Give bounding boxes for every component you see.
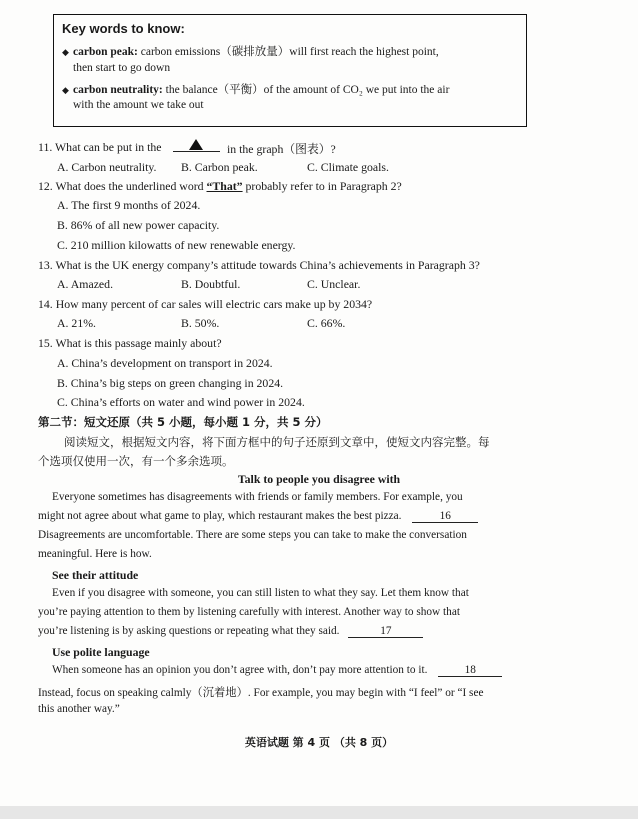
q11-option-c[interactable]: C. Climate goals. [307, 160, 389, 174]
page-footer: 英语试题 第 4 页 （共 8 页） [244, 736, 394, 749]
diamond-bullet-icon: ◆ [62, 85, 69, 95]
keyword-item-carbon-neutrality-cont: with the amount we take out [73, 99, 204, 111]
answer-blank-18[interactable]: 18 [438, 664, 502, 677]
q12-option-c[interactable]: C. 210 million kilowatts of new renewable energy. [57, 238, 296, 252]
paragraph-2-line3: you’re listening is by asking questions or repeating what they said. 17 [38, 625, 423, 638]
keywords-title: Key words to know: [62, 21, 185, 36]
heading-use-polite-language: Use polite language [52, 645, 150, 659]
underlined-word: “That” [206, 179, 243, 193]
q12-option-b[interactable]: B. 86% of all new power capacity. [57, 218, 220, 232]
question-11-stem-end: in the graph（图表）? [227, 142, 336, 156]
q11-option-a[interactable]: A. Carbon neutrality. [57, 160, 157, 174]
passage-title: Talk to people you disagree with [237, 472, 401, 486]
section-2-header: 第二节：短文还原（共 5 小题，每小题 1 分，共 5 分） [38, 415, 328, 429]
bottom-strip [0, 806, 638, 819]
section-2-instructions-line1: 阅读短文，根据短文内容，将下面方框中的句子还原到文章中，使短文内容完整。每 [64, 435, 490, 449]
heading-see-their-attitude: See their attitude [52, 568, 139, 582]
question-15-stem: 15. What is this passage mainly about? [38, 336, 222, 350]
triangle-icon [189, 139, 203, 150]
paragraph-2-line2: you’re paying attention to them by listening carefully with interest. Another way to show that [38, 606, 460, 618]
q15-option-b[interactable]: B. China’s big steps on green changing in 2024. [57, 376, 284, 390]
question-13-stem: 13. What is the UK energy company’s attitude towards China’s achievements in Paragraph 3? [38, 258, 480, 272]
section-2-instructions-line2: 个选项仅使用一次，有一个多余选项。 [38, 454, 234, 468]
answer-blank-16[interactable]: 16 [412, 510, 478, 523]
keyword-item-carbon-neutrality: ◆ carbon neutrality: the balance（平衡）of the amount of CO₂ we put into the air [62, 84, 450, 96]
paragraph-3-line3: this another way.” [38, 703, 120, 715]
keyword-item-carbon-peak: ◆ carbon peak: carbon emissions（碳排放量）will first reach the highest point, [62, 46, 439, 58]
paragraph-1-line4: meaningful. Here is how. [38, 548, 152, 560]
question-12-stem: 12. What does the underlined word “That” probably refer to in Paragraph 2? [38, 179, 402, 193]
paragraph-2-line1: Even if you disagree with someone, you can still listen to what they say. Let them know that [52, 587, 469, 599]
q11-option-b[interactable]: B. Carbon peak. [181, 160, 258, 174]
paragraph-1-line2: might not agree about what game to play, which restaurant makes the best pizza. 16 [38, 510, 478, 523]
paragraph-3-line2: Instead, focus on speaking calmly（沉着地）. For example, you may begin with “I feel” or “I see [38, 687, 484, 699]
diamond-bullet-icon: ◆ [62, 47, 69, 57]
q12-option-a[interactable]: A. The first 9 months of 2024. [57, 198, 201, 212]
paragraph-3-line1: When someone has an opinion you don’t agree with, don’t pay more attention to it. 18 [52, 664, 502, 677]
q14-option-c[interactable]: C. 66%. [307, 316, 346, 330]
q13-option-b[interactable]: B. Doubtful. [181, 277, 241, 291]
triangle-blank [173, 138, 220, 152]
question-14-stem: 14. How many percent of car sales will electric cars make up by 2034? [38, 297, 373, 311]
keyword-item-carbon-peak-cont: then start to go down [73, 62, 171, 74]
q15-option-c[interactable]: C. China’s efforts on water and wind power in 2024. [57, 395, 305, 409]
question-11-stem-start: 11. What can be put in the [38, 140, 162, 154]
q13-option-a[interactable]: A. Amazed. [57, 277, 114, 291]
paragraph-1-line3: Disagreements are uncomfortable. There are some steps you can take to make the conversation [38, 529, 467, 541]
q15-option-a[interactable]: A. China’s development on transport in 2024. [57, 356, 273, 370]
q13-option-c[interactable]: C. Unclear. [307, 277, 361, 291]
answer-blank-17[interactable]: 17 [348, 625, 423, 638]
q14-option-a[interactable]: A. 21%. [57, 316, 96, 330]
q14-option-b[interactable]: B. 50%. [181, 316, 220, 330]
keywords-box [53, 14, 527, 127]
paragraph-1-line1: Everyone sometimes has disagreements with friends or family members. For example, you [52, 491, 463, 503]
